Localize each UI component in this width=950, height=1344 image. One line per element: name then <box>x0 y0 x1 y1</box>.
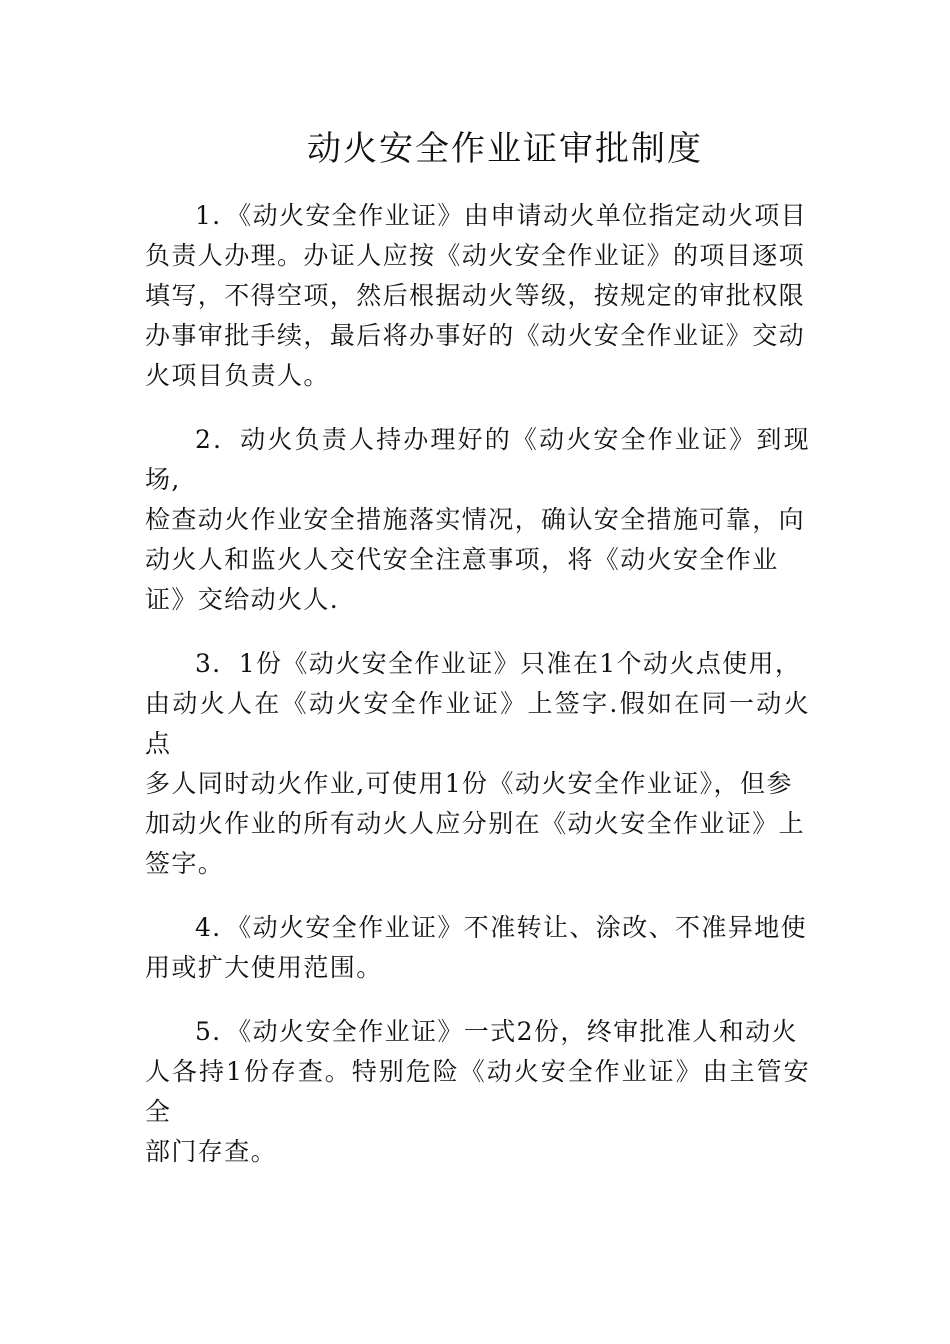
paragraph-line: 多人同时动火作业,可使用1份《动火安全作业证》，但参 <box>145 769 793 798</box>
paragraph-line: 签字。 <box>145 849 225 878</box>
paragraph-line: 1．《动火安全作业证》由申请动火单位指定动火项目 <box>195 201 808 230</box>
paragraph-line: 办事审批手续，最后将办事好的《动火安全作业证》交动 <box>145 321 806 350</box>
paragraph-line: 由动火人在《动火安全作业证》上签字.假如在同一动火点 <box>145 689 810 758</box>
paragraph-line: 人各持1份存查。特别危险《动火安全作业证》由主管安全 <box>145 1057 810 1126</box>
paragraph-line: 4．《动火安全作业证》不准转让、涂改、不准异地使 <box>195 913 808 942</box>
paragraph-line: 动火人和监火人交代安全注意事项，将《动火安全作业 <box>145 545 779 574</box>
document-body <box>145 196 810 1183</box>
paragraph-line: 2．动火负责人持办理好的《动火安全作业证》到现场, <box>145 425 810 494</box>
paragraph-line: 检查动火作业安全措施落实情况，确认安全措施可靠，向 <box>145 505 806 534</box>
paragraph-line: 3．1份《动火安全作业证》只准在1个动火点使用， <box>195 649 802 678</box>
paragraph-3 <box>145 644 810 884</box>
document-title: 动火安全作业证审批制度 <box>307 129 703 169</box>
paragraph-2 <box>145 420 810 620</box>
paragraph-line: 火项目负责人。 <box>145 361 330 390</box>
paragraph-5 <box>145 1012 810 1172</box>
paragraph-line: 填写，不得空项，然后根据动火等级，按规定的审批权限 <box>145 281 806 310</box>
paragraph-4 <box>145 908 810 988</box>
paragraph-line: 证》交给动火人. <box>145 585 340 614</box>
paragraph-1 <box>145 196 810 396</box>
paragraph-line: 负责人办理。办证人应按《动火安全作业证》的项目逐项 <box>145 241 806 270</box>
paragraph-line: 部门存查。 <box>145 1137 278 1166</box>
paragraph-line: 用或扩大使用范围。 <box>145 953 383 982</box>
paragraph-line: 加动火作业的所有动火人应分别在《动火安全作业证》上 <box>145 809 806 838</box>
paragraph-line: 5．《动火安全作业证》一式2份，终审批准人和动火 <box>195 1017 798 1046</box>
